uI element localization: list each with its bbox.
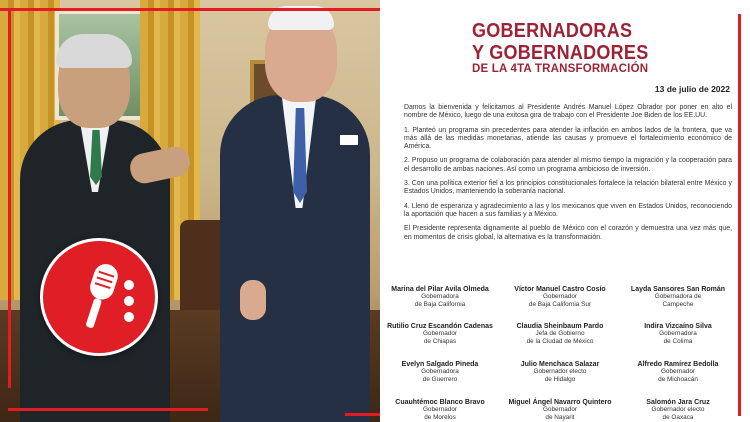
signer-state: Campeche (662, 300, 694, 308)
signer-role: Gobernador (422, 406, 458, 414)
signer-name: Julio Menchaca Salazar (520, 361, 600, 368)
signer-name: Marina del Pilar Avila Olmeda (391, 286, 489, 293)
signer (380, 286, 500, 308)
signer-state: de Oaxaca (662, 413, 694, 421)
title-line-2: Y GOBERNADORES (472, 42, 649, 64)
red-frame-bottom-left (8, 408, 208, 411)
signer-state: de Baja California Sur (528, 300, 592, 308)
point-4: 4. Llenó de esperanza y agradecimiento a las y los mexicanos que viven en Estados Unidos, reconociendo la aportación que hacen a sus familias y a México. (404, 202, 732, 218)
signer-role: Gobernadora de (654, 293, 702, 301)
signer (500, 361, 620, 383)
document-body (404, 104, 732, 248)
signer-state: de Michoacán (658, 375, 698, 383)
point-3: 3. Con una política exterior fiel a los principios constitucionales fortalece la relación bilateral entre México y Estados Unidos, manteniendo la soberanía nacional. (404, 180, 732, 196)
red-frame-right (738, 14, 741, 414)
signer-name: Rutilio Cruz Escandón Cadenas (387, 323, 493, 330)
signer-name: Evelyn Salgado Pineda (401, 361, 479, 368)
document-title (472, 20, 672, 64)
statement-document (380, 0, 738, 422)
signer (500, 399, 620, 421)
signer-role: Gobernadora (421, 293, 459, 301)
signer-role: Gobernador (660, 368, 696, 376)
signer-role: Gobernador (422, 330, 458, 338)
signer-role: Gobernador (542, 293, 578, 301)
point-1: 1. Planteó un programa sin precedentes para atender la inflación en ambos lados de la frontera, que va más allá de las medidas monetarias, atiende las causas y promueve el fortalecimiento económico de América. (404, 126, 732, 151)
subtitle-prefix: DE LA (472, 63, 511, 75)
signer (380, 399, 500, 421)
red-frame-top (0, 8, 380, 11)
microphone-icon (43, 241, 155, 353)
signer-state: de la Ciudad de México (526, 337, 594, 345)
signer (618, 399, 738, 421)
intro-paragraph: Damos la bienvenida y felicitamos al Presidente Andrés Manuel López Obrador por poner en alto el nombre de México, luego de una exitosa gira de trabajo con el Presidente Joe Biden de los EE.UU. (404, 104, 732, 120)
signer-role: Gobernador (542, 406, 578, 414)
title-line-1: GOBERNADORAS (472, 20, 633, 42)
person-right-hand (240, 280, 266, 320)
signer (618, 286, 738, 308)
signer-state: de Guerrero (422, 375, 458, 383)
signer (618, 323, 738, 345)
signer-role: Gobernador electo (651, 406, 705, 414)
signer-role: Gobernadora (421, 368, 459, 376)
signer-name: Layda Sansores San Román (630, 286, 726, 293)
signer-role: Gobernadora (659, 330, 697, 338)
signer-state: de Nayarit (545, 413, 575, 421)
signer-role: Jefa de Gobierno (535, 330, 585, 338)
signer-state: de Chiapas (423, 337, 457, 345)
signer-name: Alfredo Ramírez Bedolla (637, 361, 719, 368)
document-subtitle (472, 63, 722, 75)
signer-state: de Hidalgo (544, 375, 576, 383)
podcast-badge[interactable] (40, 238, 158, 356)
signer-name: Miguel Ángel Navarro Quintero (508, 399, 612, 406)
signer-name: Víctor Manuel Castro Cosío (514, 286, 606, 293)
closing-paragraph: El Presidente representa dignamente al pueblo de México con el corazón y demuestra una vez más que, en momentos de crisis global, la alternativa es la transformación. (404, 225, 732, 241)
signer (500, 323, 620, 345)
signer-state: de Morelos (424, 413, 456, 421)
signer (500, 286, 620, 308)
signer-state: de Colima (663, 337, 693, 345)
document-date: 13 de julio de 2022 (654, 84, 730, 94)
signer-role: Gobernador electo (533, 368, 587, 376)
signer (380, 361, 500, 383)
signer-name: Indira Vizcaíno Silva (644, 323, 712, 330)
signer (380, 323, 500, 345)
red-frame-left (8, 8, 11, 388)
person-left-hair (56, 34, 132, 68)
signer-name: Salomón Jara Cruz (646, 399, 710, 406)
signer-name: Claudia Sheinbaum Pardo (516, 323, 604, 330)
point-2: 2. Propuso un programa de colaboración para atender al mismo tiempo la migración y la cooperación para el desarrollo de ambas naciones. Así como un programa ambicioso de inversión. (404, 157, 732, 173)
subtitle-strong: 4TA TRANSFORMACIÓN (510, 63, 649, 75)
signer-name: Cuauhtémoc Blanco Bravo (395, 399, 485, 406)
pocket-square (340, 135, 358, 145)
signer-state: de Baja California (414, 300, 466, 308)
signer (618, 361, 738, 383)
